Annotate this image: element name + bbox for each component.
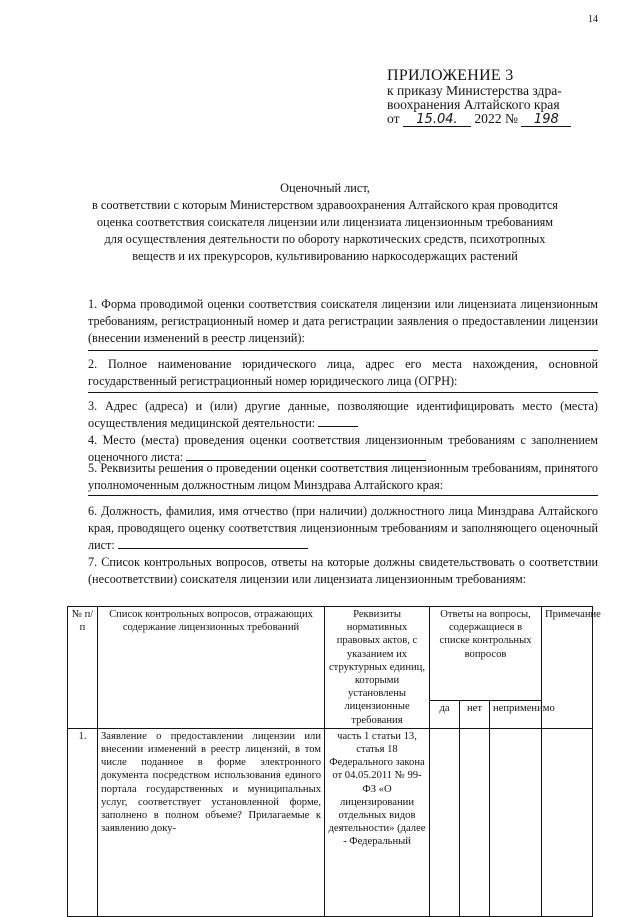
answer-na-cell[interactable]: [490, 728, 542, 916]
section-3: [88, 398, 598, 432]
section-5: 5. Реквизиты решения о проведении оценки соответствия лицензионным требованиям, принятого уполномоченным должностным лицом Минздрава Алтайского края:: [88, 461, 598, 492]
header-number: № п/п: [68, 607, 98, 729]
annex-ministry-line: воохранения Алтайского края: [387, 97, 560, 112]
annex-block: [387, 68, 627, 127]
annex-order-line: к приказу Министерства здра-: [387, 83, 562, 98]
section-1: 1. Форма проводимой оценки соответствия соискателя лицензии или лицензиата лицензионным требованиям, регистрационный номер и дата регистрации заявления о предоставлении лицензии (внесении изменений в реестр лицензий):: [88, 297, 598, 345]
document-title: [90, 180, 560, 265]
section-2: 2. Полное наименование юридического лица, адрес его места нахождения, основной государственный регистрационный номер юридического лица (ОГРН):: [88, 357, 598, 388]
title-body: в соответствии с которым Министерством здравоохранения Алтайского края проводится оценка соответствия соискателя лицензии или лицензиата лицензионным требованиям для осуществления деятельности по обороту наркотических средств, психотропных веществ и их прекурсоров, культивированию наркосодержащих растений: [92, 198, 558, 263]
header-yes: да: [430, 701, 460, 728]
row-requisite: часть 1 статьи 13, статья 18 Федерального закона от 04.05.2011 № 99-ФЗ «О лицензировании отдельных видов деятельности» (далее - Федеральный: [325, 728, 430, 916]
section-4-text: 4. Место (места) проведения оценки соответствия лицензионным требованиям с заполнением оценочного листа:: [88, 433, 598, 464]
header-not-applicable: неприменимо: [490, 701, 542, 728]
row-number: 1.: [68, 728, 98, 916]
fill-line-1: [88, 350, 598, 351]
title-heading: Оценочный лист,: [280, 181, 370, 195]
order-year: 2022 №: [474, 111, 518, 126]
header-note: Примечание: [542, 607, 593, 729]
header-no: нет: [460, 701, 490, 728]
annex-date-line: [387, 112, 627, 127]
section-3-text: 3. Адрес (адреса) и (или) другие данные, позволяющие идентифицировать место (места) осуществления медицинской деятельности:: [88, 399, 598, 430]
answer-no-cell[interactable]: [460, 728, 490, 916]
section-6-text: 6. Должность, фамилия, имя отчество (при наличии) должностного лица Минздрава Алтайского края, проводящего оценку соответствия лицензионным требованиям и заполняющего оценочный лист:: [88, 504, 598, 552]
header-questions: Список контрольных вопросов, отражающих содержание лицензионных требований: [98, 607, 325, 729]
note-cell[interactable]: [542, 728, 593, 916]
checklist-table: [67, 606, 601, 917]
fill-field-6: [118, 537, 308, 549]
fill-line-5: [88, 495, 598, 496]
section-7: 7. Список контрольных вопросов, ответы на которые должны свидетельствовать о соответствии (несоответствии) соискателя лицензии или лицензиата лицензионным требованиям:: [88, 555, 598, 586]
section-6: [88, 503, 598, 554]
date-prefix: от: [387, 111, 400, 126]
handwritten-date: 15.04.: [403, 114, 471, 127]
annex-title: ПРИЛОЖЕНИЕ 3: [387, 67, 514, 84]
fill-field-3: [318, 415, 358, 427]
fill-line-2: [88, 392, 598, 393]
header-answers: Ответы на вопросы, содержащиеся в списке контрольных вопросов: [430, 607, 542, 701]
row-question: Заявление о предоставлении лицензии или внесении изменений в реестр лицензий, в том числе поданное в форме электронного документа посредством использования единого портала государственных и муниципальных услуг, соответствует установленной форме, заполнено в полном объеме? Прилагаемые к заявлению доку-: [98, 728, 325, 916]
answer-yes-cell[interactable]: [430, 728, 460, 916]
table-row: [68, 728, 593, 916]
header-requisites: Реквизиты нормативных правовых актов, с указанием их структурных единиц, которыми установлены лицензионные требования: [325, 607, 430, 729]
handwritten-order-number: 198: [521, 114, 571, 127]
page-number: 14: [588, 14, 598, 25]
